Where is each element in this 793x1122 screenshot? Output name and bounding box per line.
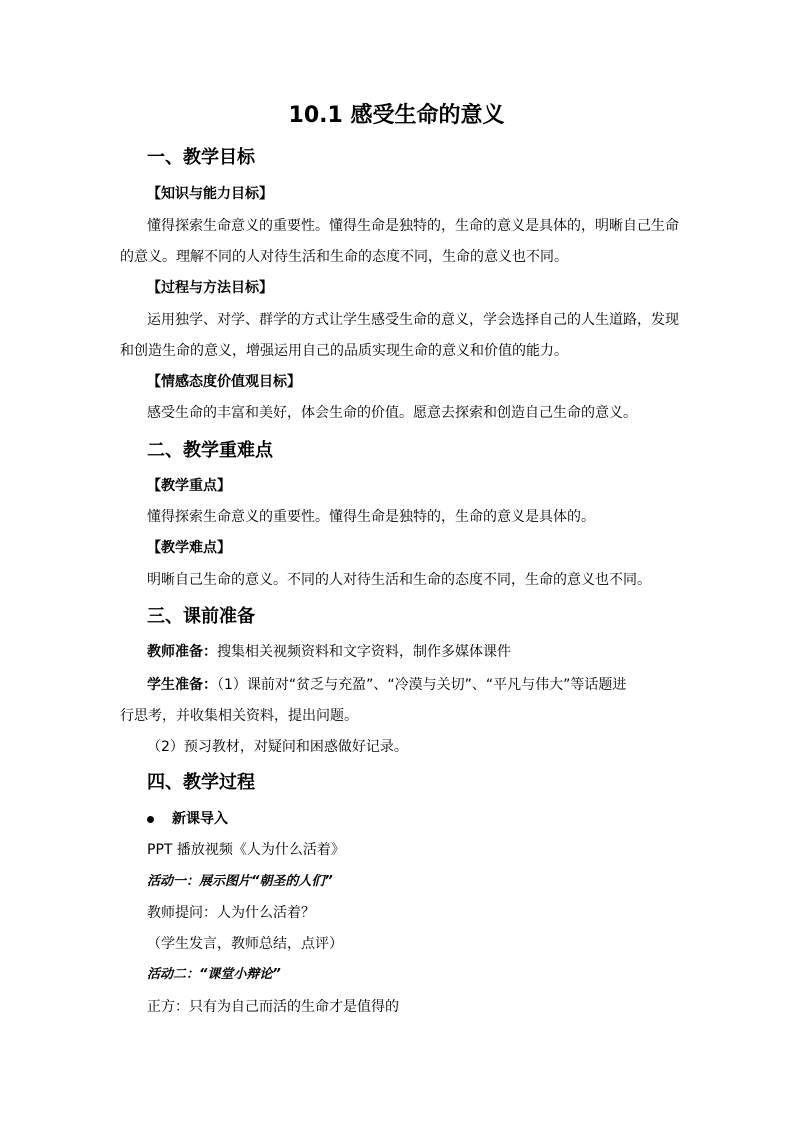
- paragraph-line: 和创造生命的意义，增强运用自己的品质实现生命的意义和价值的能力。: [120, 343, 568, 359]
- label-emotion-goal: 【情感态度价值观目标】: [147, 374, 301, 390]
- teacher-prep-line: [147, 644, 511, 661]
- student-prep-label: 学生准备：: [147, 677, 217, 693]
- activity-label: 活动一：展示图片“朝圣的人们”: [147, 874, 333, 889]
- paragraph-line: 的意义。理解不同的人对待生活和生命的态度不同，生命的意义也不同。: [120, 249, 568, 265]
- bullet-label: 新课导入: [172, 811, 228, 827]
- label-difficult-point: 【教学难点】: [147, 540, 231, 556]
- label-key-point: 【教学重点】: [147, 478, 231, 494]
- bullet-dot-icon: [147, 816, 154, 823]
- paragraph-line: 运用独学、对学、群学的方式让学生感受生命的意义，学会选择自己的人生道路，发现: [147, 312, 679, 328]
- page-title: 10.1 感受生命的意义: [288, 103, 505, 128]
- paragraph-line: 明晰自己生命的意义。不同的人对待生活和生命的态度不同，生命的意义也不同。: [147, 572, 651, 588]
- section-heading-objectives: 一、教学目标: [147, 147, 255, 168]
- paragraph-line: 懂得探索生命意义的重要性。懂得生命是独特的，生命的意义是具体的，明晰自己生命: [147, 218, 679, 234]
- paragraph-line: 教师提问：人为什么活着？: [147, 905, 315, 921]
- teacher-prep-label: 教师准备：: [147, 644, 217, 660]
- paragraph-line: （2）预习教材，对疑问和困惑做好记录。: [147, 739, 408, 755]
- paragraph-line: （学生发言，教师总结，点评）: [147, 936, 343, 952]
- paragraph-line: 懂得探索生命意义的重要性。懂得生命是独特的，生命的意义是具体的。: [147, 509, 595, 525]
- paragraph-line: 行思考，并收集相关资料，提出问题。: [120, 708, 358, 724]
- student-prep-text: （1）课前对“贫乏与充盈”、“冷漠与关切”、“平凡与伟大”等话题进: [217, 677, 627, 693]
- section-heading-key-points: 二、教学重难点: [147, 440, 273, 461]
- teacher-prep-text: 搜集相关视频资料和文字资料，制作多媒体课件: [217, 644, 511, 660]
- student-prep-line: [147, 677, 626, 694]
- label-knowledge-goal: 【知识与能力目标】: [147, 186, 273, 202]
- paragraph-line: PPT 播放视频《人为什么活着》: [147, 842, 345, 858]
- label-process-goal: 【过程与方法目标】: [147, 280, 273, 296]
- bullet-item: [147, 811, 228, 828]
- paragraph-line: 感受生命的丰富和美好，体会生命的价值。愿意去探索和创造自己生命的意义。: [147, 405, 637, 421]
- paragraph-line: 正方：只有为自己而活的生命才是值得的: [147, 999, 399, 1015]
- activity-label: 活动二：“课堂小辩论”: [147, 967, 281, 982]
- section-heading-process: 四、教学过程: [147, 772, 255, 793]
- section-heading-preparation: 三、课前准备: [147, 606, 255, 627]
